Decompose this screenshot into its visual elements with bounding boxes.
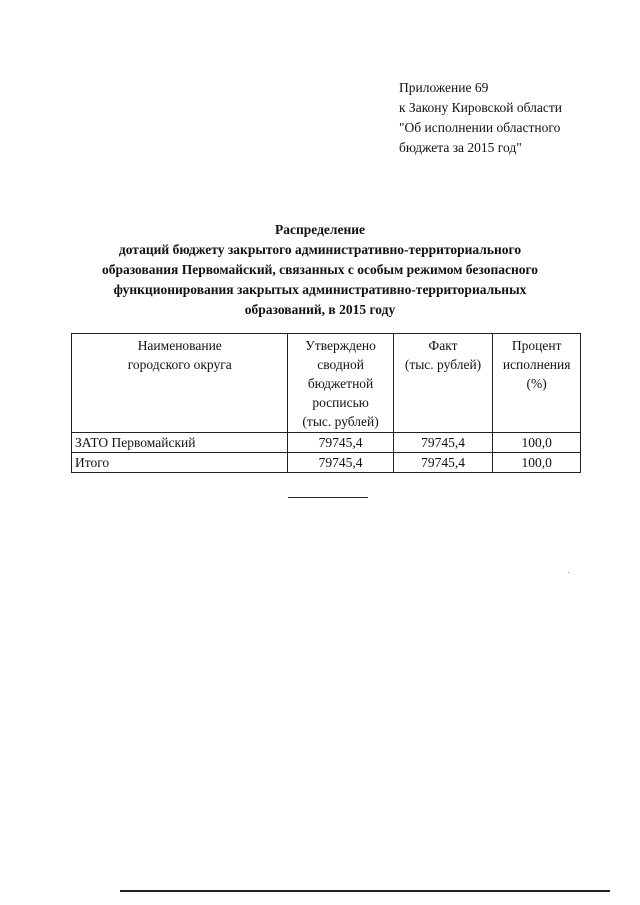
header-line: (тыс. рублей) bbox=[302, 414, 379, 429]
page-bottom-rule bbox=[120, 890, 610, 892]
scan-speck bbox=[568, 572, 569, 573]
cell-fact: 79745,4 bbox=[393, 433, 493, 453]
header-line: Наименование bbox=[137, 338, 222, 353]
title-line: образования Первомайский, связанных с особым режимом безопасного bbox=[101, 262, 539, 277]
header-fact bbox=[393, 334, 493, 433]
annex-line: к Закону Кировской области bbox=[399, 100, 563, 115]
header-line: (тыс. рублей) bbox=[404, 357, 482, 372]
header-line: (%) bbox=[526, 376, 547, 391]
table-row-total bbox=[72, 453, 581, 473]
header-approved bbox=[288, 334, 393, 433]
header-line: городского округа bbox=[127, 357, 232, 372]
title-line: Распределение bbox=[274, 222, 366, 237]
header-line: Факт bbox=[428, 338, 458, 353]
title-line: дотаций бюджету закрытого административно-территориального bbox=[118, 242, 522, 257]
header-line: Процент bbox=[511, 338, 562, 353]
table-row bbox=[72, 433, 581, 453]
cell-approved: 79745,4 bbox=[288, 453, 393, 473]
header-line: сводной bbox=[317, 357, 364, 372]
header-percent bbox=[493, 334, 581, 433]
cell-total-label: Итого bbox=[72, 453, 288, 473]
header-line: Утверждено bbox=[305, 338, 376, 353]
annex-line: "Об исполнении областного bbox=[399, 120, 561, 135]
annex-header bbox=[399, 78, 619, 158]
header-district-name bbox=[72, 334, 288, 433]
budget-table bbox=[71, 333, 581, 473]
cell-percent: 100,0 bbox=[493, 453, 581, 473]
annex-line: бюджета за 2015 год" bbox=[399, 140, 522, 155]
end-divider-line bbox=[288, 497, 368, 498]
annex-line: Приложение 69 bbox=[399, 80, 489, 95]
cell-percent: 100,0 bbox=[493, 433, 581, 453]
document-title bbox=[60, 220, 580, 320]
header-line: исполнения bbox=[502, 357, 571, 372]
cell-approved: 79745,4 bbox=[288, 433, 393, 453]
cell-district-name: ЗАТО Первомайский bbox=[72, 433, 288, 453]
title-line: образований, в 2015 году bbox=[244, 302, 396, 317]
cell-fact: 79745,4 bbox=[393, 453, 493, 473]
header-line: росписью bbox=[312, 395, 369, 410]
header-line: бюджетной bbox=[307, 376, 374, 391]
table-header-row bbox=[72, 334, 581, 433]
title-line: функционирования закрытых административно-территориальных bbox=[113, 282, 527, 297]
